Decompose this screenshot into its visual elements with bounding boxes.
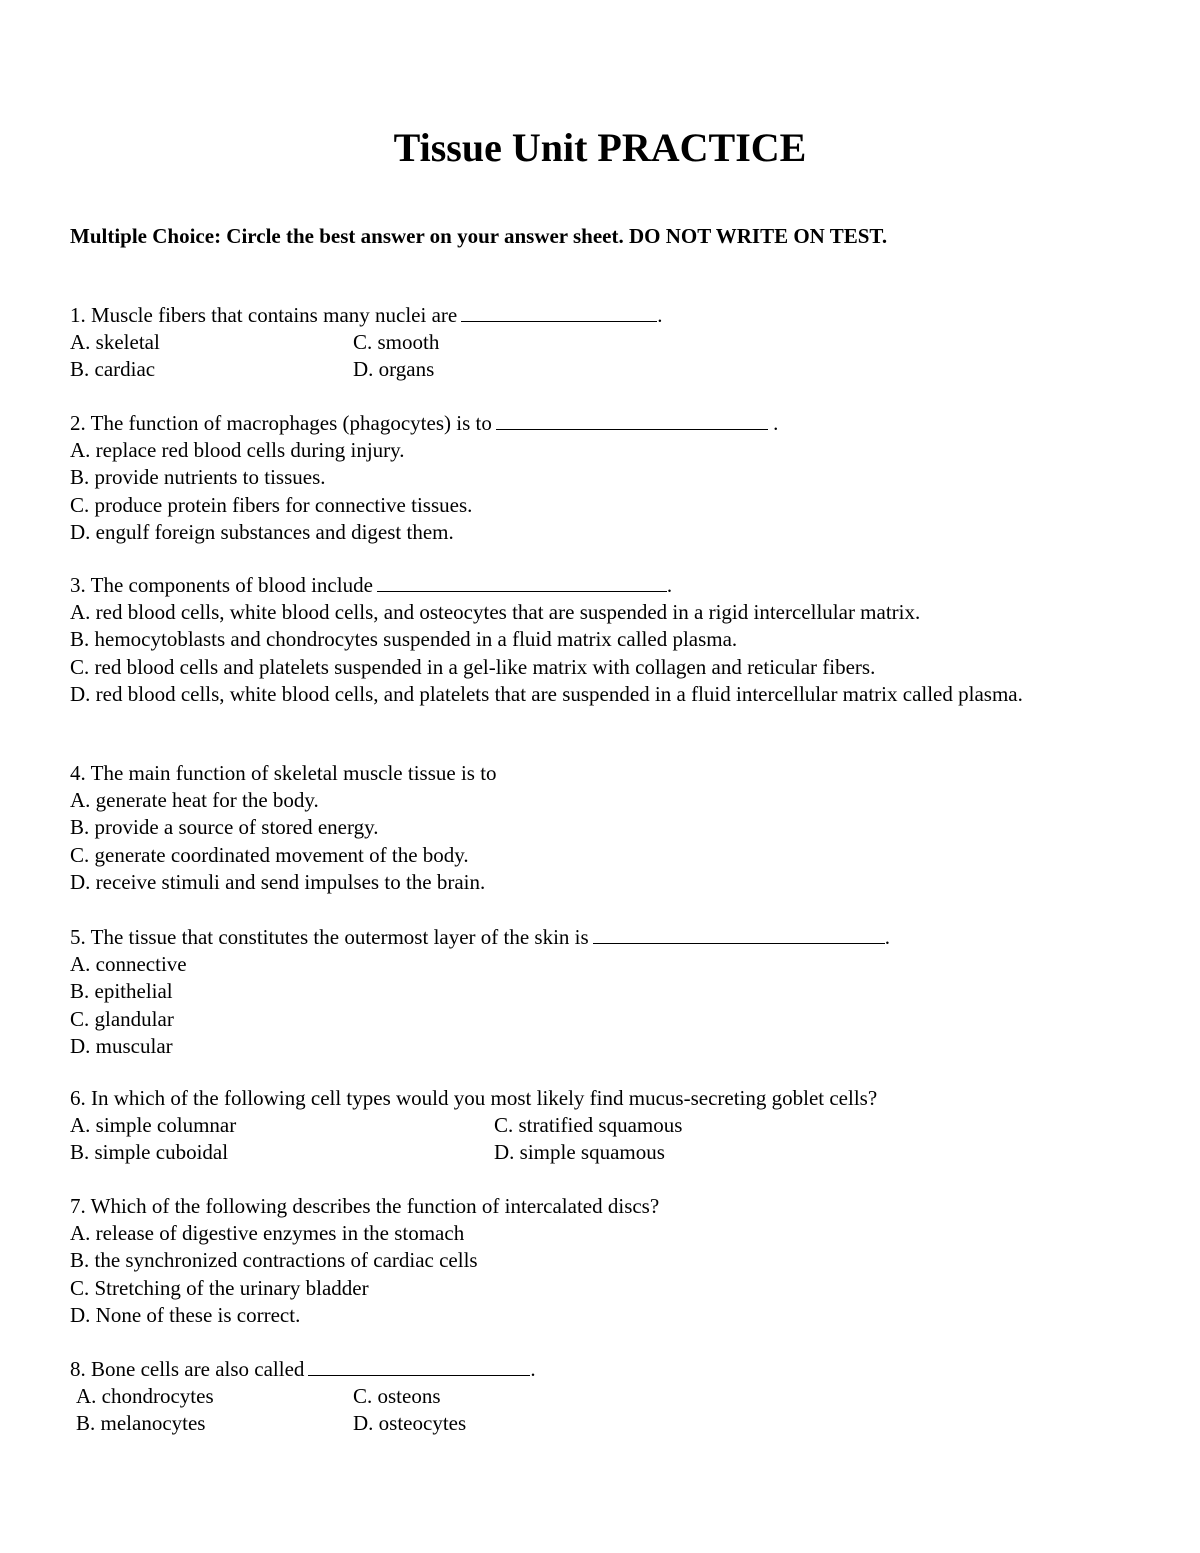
question-stem: 2. The function of macrophages (phagocytes) is to . [70,411,779,435]
question-7 [70,1193,1150,1329]
option-c: C. Stretching of the urinary bladder [70,1275,369,1300]
option-a: A. replace red blood cells during injury. [70,438,405,463]
question-6 [70,1085,1150,1167]
answer-blank [308,1355,530,1376]
option-d: D. simple squamous [494,1140,665,1165]
option-a: A. skeletal [70,330,160,355]
option-b: B. provide nutrients to tissues. [70,465,326,490]
question-3 [70,571,1150,708]
option-c: C. smooth [353,330,440,355]
option-d: D. organs [353,357,435,382]
option-c: C. produce protein fibers for connective tissues. [70,492,473,517]
option-b: B. epithelial [70,979,173,1004]
question-stem: 5. The tissue that constitutes the outermost layer of the skin is . [70,925,890,949]
option-c: C. red blood cells and platelets suspended in a gel-like matrix with collagen and reticular fibers. [70,654,876,679]
answer-blank [461,301,657,322]
option-a: A. connective [70,952,187,977]
question-5 [70,923,1150,1060]
option-a: A. red blood cells, white blood cells, and osteocytes that are suspended in a rigid intercellular matrix. [70,600,921,625]
option-b: B. hemocytoblasts and chondrocytes suspended in a fluid matrix called plasma. [70,627,738,652]
question-stem: 6. In which of the following cell types would you most likely find mucus-secreting goblet cells? [70,1086,878,1110]
option-d: D. engulf foreign substances and digest them. [70,519,454,544]
question-4 [70,760,1150,896]
option-c: C. glandular [70,1006,174,1031]
option-d: D. None of these is correct. [70,1302,301,1327]
question-1 [70,301,1150,384]
option-b: B. simple cuboidal [70,1140,229,1165]
instructions: Multiple Choice: Circle the best answer on your answer sheet. DO NOT WRITE ON TEST. [70,224,888,248]
option-c: C. generate coordinated movement of the body. [70,842,469,867]
option-c: C. stratified squamous [494,1113,683,1138]
question-stem: 7. Which of the following describes the function of intercalated discs? [70,1194,660,1218]
option-d: D. red blood cells, white blood cells, and platelets that are suspended in a fluid intercellular matrix called plasma. [70,681,1023,706]
option-d: D. muscular [70,1033,173,1058]
option-b: B. the synchronized contractions of cardiac cells [70,1248,478,1273]
question-stem: 3. The components of blood include . [70,573,673,597]
question-2 [70,409,1150,546]
option-b: B. provide a source of stored energy. [70,815,379,840]
option-a: A. release of digestive enzymes in the stomach [70,1221,465,1246]
question-8 [70,1355,1150,1438]
question-stem: 4. The main function of skeletal muscle tissue is to [70,761,497,785]
option-d: D. osteocytes [353,1411,467,1436]
question-stem: 8. Bone cells are also called . [70,1357,536,1381]
answer-blank [593,923,885,944]
answer-blank [377,571,667,592]
option-a: A. generate heat for the body. [70,788,319,813]
option-a: A. simple columnar [70,1113,237,1138]
option-d: D. receive stimuli and send impulses to the brain. [70,869,486,894]
option-a: A. chondrocytes [76,1384,214,1409]
page-title: Tissue Unit PRACTICE [393,125,807,170]
answer-blank [496,409,768,430]
option-b: B. melanocytes [76,1411,206,1436]
question-stem: 1. Muscle fibers that contains many nuclei are . [70,303,663,327]
option-b: B. cardiac [70,357,156,382]
option-c: C. osteons [353,1384,441,1409]
